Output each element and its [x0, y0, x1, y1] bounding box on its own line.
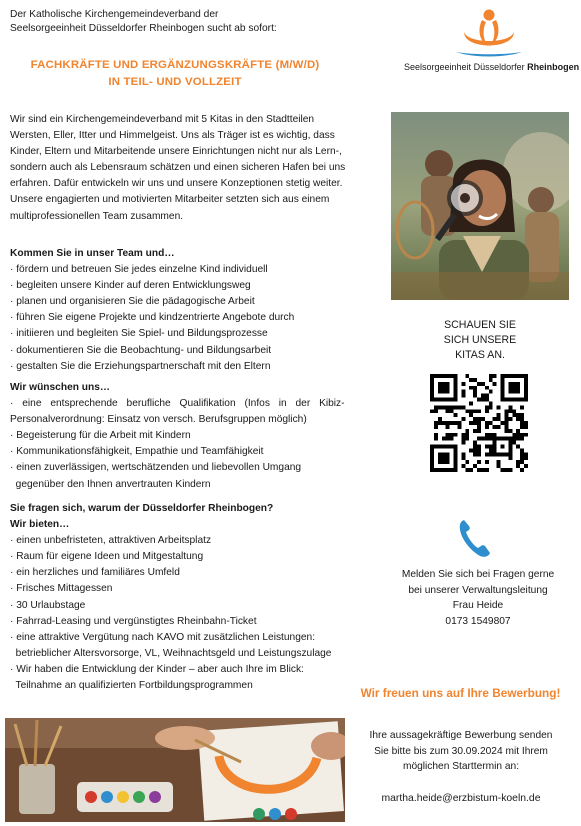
kitas-cta-line-1: SCHAUEN SIE — [444, 319, 516, 331]
about-line: Wir sind ein Kirchengemeindeverband mit 5 Kitas in den Stadtteilen — [10, 114, 315, 125]
list-item: · einen zuverlässigen, wertschätzenden und liebevollen Umgang — [10, 462, 302, 474]
list-item: Teilnahme an qualifizierten Fortbildungsprogrammen — [10, 680, 253, 692]
list-item: · eine entsprechende berufliche Qualifikation (Infos in der Kibiz- — [10, 398, 345, 410]
about-line: sondern auch als Lebensraum schätzen und einen sicheren Hafen bei uns — [10, 162, 346, 174]
kitas-cta — [391, 318, 569, 363]
logo-figure-icon — [404, 6, 574, 60]
intro-line-1: Der Katholische Kirchengemeindeverband der — [10, 9, 219, 20]
list-item: · 30 Urlaubstage — [10, 599, 86, 611]
list-item: · planen und organisieren Sie die pädagogische Arbeit — [10, 296, 255, 308]
apply-line-2: Sie bitte bis zum 30.09.2024 mit Ihrem — [374, 745, 548, 757]
organisation-logo — [404, 6, 580, 76]
contact-info — [381, 567, 575, 629]
logo-word-1: Seelsorgeeinheit — [404, 62, 472, 72]
list-item: · Begeisterung für die Arbeit mit Kindern — [10, 430, 191, 442]
logo-word-3: Rheinbogen — [527, 62, 580, 72]
list-item: Personalverordnung: Einsatz von versch. Berufsgruppen möglich) — [10, 414, 307, 426]
list-item: · Fahrrad-Leasing und vergünstigtes Rheinbahn-Ticket — [10, 615, 257, 627]
intro-text — [10, 8, 330, 36]
about-line: multiprofessionellen Team zusammen. — [10, 210, 184, 222]
apply-instructions — [352, 728, 570, 775]
team-section — [10, 246, 382, 375]
list-item: · ein herzliches und familiäres Umfeld — [10, 567, 180, 579]
kids-magnifier-photo — [391, 112, 569, 300]
list-item: betrieblicher Altersvorsorge, VL, Weihnachtsgeld und Leistungszulage — [10, 647, 332, 659]
wish-section — [10, 380, 382, 493]
list-item: · einen unbefristeten, attraktiven Arbeitsplatz — [10, 535, 212, 547]
about-line: erfahren. Dafür entwickeln wir uns und unsere Konzeptionen stetig weiter. — [10, 178, 343, 190]
apply-line-1: Ihre aussagekräftige Bewerbung senden — [369, 730, 553, 741]
qr-code-icon[interactable] — [430, 374, 528, 472]
offer-question: Sie fragen sich, warum der Düsseldorfer Rheinbogen? — [10, 503, 274, 514]
phone-icon — [458, 518, 492, 558]
about-line: Kinder, Eltern und Mitarbeitende unsere Einrichtungen nicht nur als Lern-, — [10, 146, 342, 158]
logo-word-2: Düsseldorfer — [473, 62, 525, 72]
kitas-cta-line-3: KITAS AN. — [455, 349, 505, 361]
list-item: · Kommunikationsfähigkeit, Empathie und Teamfähigkeit — [10, 446, 264, 458]
list-item: gegenüber den Ihnen anvertrauten Kindern — [10, 478, 211, 490]
wish-heading: Wir wünschen uns… — [10, 382, 111, 393]
application-cta: Wir freuen uns auf Ihre Bewerbung! — [360, 686, 561, 700]
painting-kids-photo — [5, 718, 345, 822]
list-item: · gestalten Sie die Erziehungspartnerschaft mit den Eltern — [10, 360, 271, 372]
about-line: Unsere engagierten und motivierten Mitarbeiter setzten sich aus einem — [10, 194, 330, 206]
job-headline — [10, 57, 340, 91]
apply-line-3: möglichen Starttermin an: — [402, 761, 520, 772]
logo-wordmark — [404, 62, 580, 72]
list-item: · initiieren und begleiten Sie Spiel- und Bildungsprozesse — [10, 328, 268, 340]
contact-line-2: bei unserer Verwaltungsleitung — [408, 584, 548, 596]
list-item: · führen Sie eigene Projekte und kindzentrierte Angebote durch — [10, 312, 295, 324]
list-item: · eine attraktive Vergütung nach KAVO mit zusätzlichen Leistungen: — [10, 631, 316, 643]
application-email-link[interactable]: martha.heide@erzbistum-koeln.de — [381, 793, 541, 804]
contact-line-1: Melden Sie sich bei Fragen gerne — [401, 569, 555, 580]
list-item: · dokumentieren Sie die Beobachtung- und Bildungsarbeit — [10, 344, 272, 356]
contact-name: Frau Heide — [452, 600, 504, 611]
list-item: · fördern und betreuen Sie jedes einzelne Kind individuell — [10, 264, 268, 276]
about-paragraph — [10, 112, 382, 225]
kitas-cta-line-2: SICH UNSERE — [443, 334, 517, 346]
headline-line-2: IN TEIL- UND VOLLZEIT — [108, 76, 242, 88]
list-item: · Frisches Mittagessen — [10, 583, 113, 595]
contact-phone[interactable]: 0173 1549807 — [445, 615, 511, 627]
offer-heading: Wir bieten… — [10, 519, 70, 531]
headline-line-1: FACHKRÄFTE UND ERGÄNZUNGSKRÄFTE (M/W/D) — [30, 59, 320, 71]
intro-line-2: Seelsorgeeinheit Düsseldorfer Rheinbogen sucht ab sofort: — [10, 23, 277, 34]
list-item: · Raum für eigene Ideen und Mitgestaltung — [10, 551, 204, 563]
list-item: · Wir haben die Entwicklung der Kinder – aber auch Ihre im Blick: — [10, 663, 304, 675]
team-heading: Kommen Sie in unser Team und… — [10, 248, 175, 259]
offer-section — [10, 501, 382, 694]
about-line: Wersten, Eller, Itter und Himmelgeist. Uns als Träger ist es wichtig, dass — [10, 130, 335, 142]
list-item: · begleiten unsere Kinder auf deren Entwicklungsweg — [10, 280, 251, 292]
